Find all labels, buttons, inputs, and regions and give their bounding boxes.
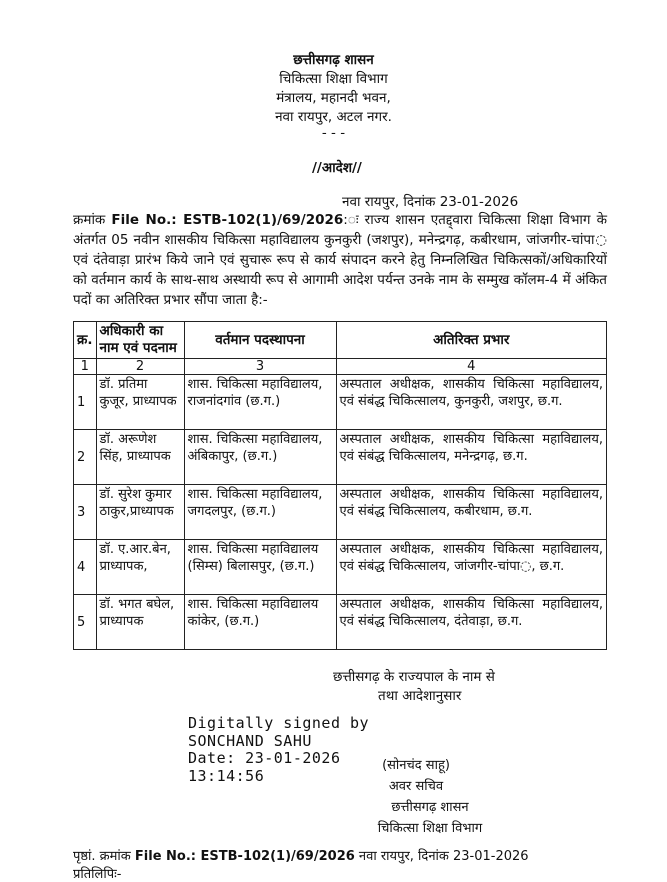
table-row [74,540,607,595]
row-officer: डॉ. ए.आर.बेन, प्राध्यापक, [96,540,184,595]
endorsement-prefix: पृष्ठां. क्रमांक [73,849,135,864]
col-header-charge: अतिरिक्त प्रभार [336,322,607,359]
order-paragraph [73,210,607,310]
row-sno: 1 [74,375,97,430]
officers-table [73,321,607,650]
signatory-block [340,755,520,839]
table-row [74,595,607,650]
ministry-building: मंत्रालय, महानदी भवन, [276,90,391,106]
closing-line-1: छत्तीसगढ़ के राज्यपाल के नाम से [333,669,495,685]
signature-time: 13:14:56 [188,766,265,785]
row-sno: 2 [74,430,97,485]
signature-line-1: Digitally signed by [188,714,370,732]
city-address: नवा रायपुर, अटल नगर. [275,109,392,125]
order-title: //आदेश// [312,160,362,176]
col-header-posting: वर्तमान पदस्थापना [184,322,336,359]
row-officer: डॉ. भगत बघेल, प्राध्यापक [96,595,184,650]
row-officer: डॉ. प्रतिमा कुजूर, प्राध्यापक [96,375,184,430]
col-number: 1 [74,359,97,375]
row-posting: शास. चिकित्सा महाविद्यालय, जगदलपुर, (छ.ग.) [184,485,336,540]
row-officer: डॉ. सुरेश कुमार ठाकुर,प्राध्यापक [96,485,184,540]
header-divider: - - - [321,125,346,141]
kramank-label: क्रमांक [73,212,112,228]
government-heading: छत्तीसगढ़ शासन [293,52,374,68]
department-name: चिकित्सा शिक्षा विभाग [279,71,388,87]
row-posting: शास. चिकित्सा महाविद्यालय, अंबिकापुर, (छ.ग.) [184,430,336,485]
place-date: नवा रायपुर, दिनांक 23-01-2026 [342,194,519,210]
col-number: 3 [184,359,336,375]
table-header-row [74,322,607,359]
row-charge: अस्पताल अधीक्षक, शासकीय चिकित्सा महाविद्यालय, एवं संबंद्ध चिकित्सालय, दंतेवाड़ा, छ.ग. [336,595,607,650]
signatory-govt: छत्तीसगढ़ शासन [391,800,469,815]
row-charge: अस्पताल अधीक्षक, शासकीय चिकित्सा महाविद्यालय, एवं संबंद्ध चिकित्सालय, जांजगीर-चांपा◌, छ.ग. [336,540,607,595]
row-charge: अस्पताल अधीक्षक, शासकीय चिकित्सा महाविद्यालय, एवं संबंद्ध चिकित्सालय, कबीरधाम, छ.ग. [336,485,607,540]
signatory-name: (सोनचंद साहू) [382,758,450,773]
closing-line-2: तथा आदेशानुसार [378,688,462,704]
table-row [74,430,607,485]
col-number: 2 [96,359,184,375]
row-sno: 3 [74,485,97,540]
col-number: 4 [336,359,607,375]
row-charge: अस्पताल अधीक्षक, शासकीय चिकित्सा महाविद्यालय, एवं संबंद्ध चिकित्सालय, मनेन्द्रगढ़, छ.ग. [336,430,607,485]
row-officer: डॉ. अरूणेश सिंह, प्राध्यापक [96,430,184,485]
col-header-officer: अधिकारी का नाम एवं पदनाम [96,322,184,359]
row-posting: शास. चिकित्सा महाविद्यालय कांकेर, (छ.ग.) [184,595,336,650]
endorsement-line [73,846,529,864]
order-text: :ः राज्य शासन एतद्द्वारा चिकित्सा शिक्षा विभाग के अंतर्गत 05 नवीन शासकीय चिकित्सा महाविद्यालय कुनकुरी (जशपुर), मनेन्द्रगढ़, कबीरधाम, जांजगीर-चांपा◌ एवं दंतेवाड़ा प्रारंभ किये जाने एवं सुचारू रूप से कार्य संपादन करने हेतु निम्नलिखित चिकित्सकों/अधिकारियों को वर्तमान कार्य के साथ-साथ अस्थायी रूप से आगामी आदेश पर्यन्त उनके नाम के सम्मुख कॉलम-4 में अंकित पदों का अतिरिक्त प्रभार सौंपा जाता है:- [73,212,607,308]
row-posting: शास. चिकित्सा महाविद्यालय, राजनांदगांव (छ.ग.) [184,375,336,430]
row-sno: 5 [74,595,97,650]
column-number-row [74,359,607,375]
signatory-designation: अवर सचिव [388,779,444,794]
copy-to-label: प्रतिलिपिः- [73,867,122,882]
endorsement-file-number: File No.: ESTB-102(1)/69/2026 [134,849,355,864]
endorsement-date: नवा रायपुर, दिनांक 23-01-2026 [354,849,529,864]
signature-date: Date: 23-01-2026 [188,749,341,767]
signatory-department: चिकित्सा शिक्षा विभाग [377,821,483,836]
signer-name: SONCHAND SAHU [188,731,312,750]
table-row [74,375,607,430]
row-posting: शास. चिकित्सा महाविद्यालय (सिम्स) बिलासपुर, (छ.ग.) [184,540,336,595]
table-row [74,485,607,540]
row-charge: अस्पताल अधीक्षक, शासकीय चिकित्सा महाविद्यालय, एवं संबंद्ध चिकित्सालय, कुनकुरी, जशपुर, छ.ग. [336,375,607,430]
file-number: File No.: ESTB-102(1)/69/2026 [111,212,344,228]
col-header-sno: क्र. [74,322,97,359]
row-sno: 4 [74,540,97,595]
